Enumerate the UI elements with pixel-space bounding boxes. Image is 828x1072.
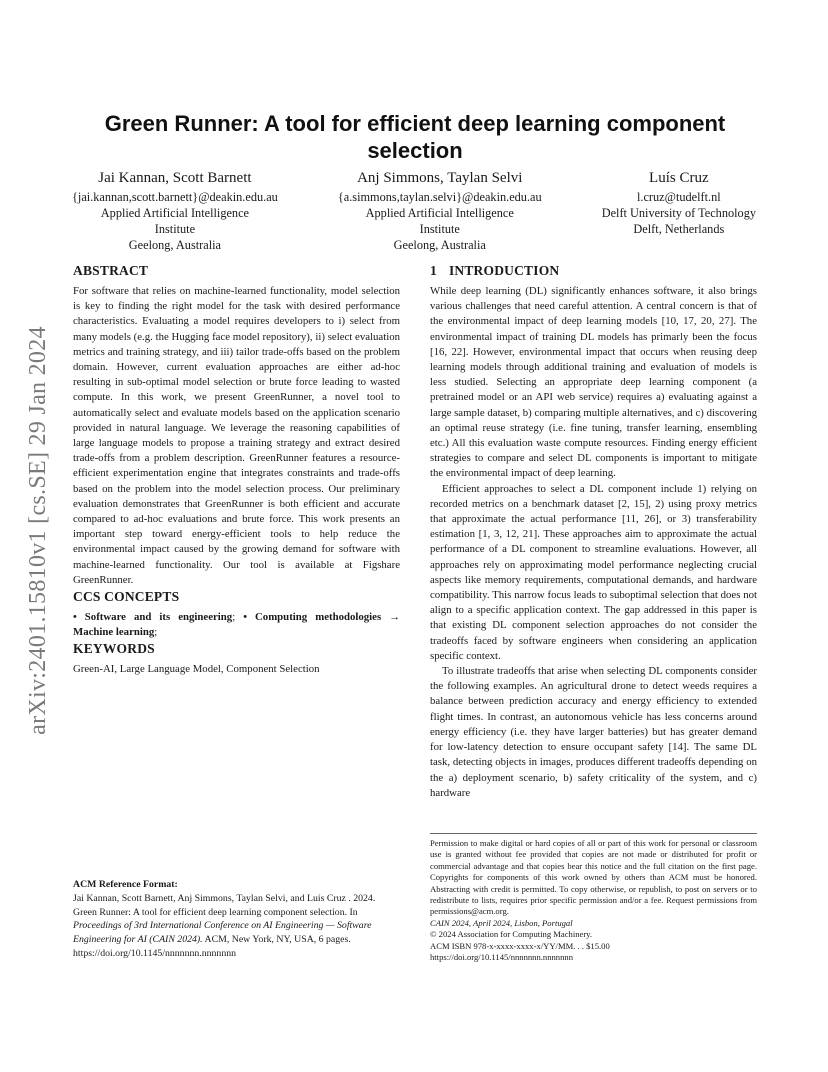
author-names: Luís Cruz — [649, 170, 709, 186]
author-location: Geelong, Australia — [393, 238, 486, 252]
abstract-text: For software that relies on machine-learned functionality, model selection is key to finding the right model for the task with desired performance characteristics. Evaluating a model requires developers to i) select from many models (e.g. the Hugging face model repository), ii) select evaluation metrics and training strategy, and iii) tailor trade-offs based on the problem domain. However, current evaluation approaches are either ad-hoc resulting in sub-optimal model selection or brute force leading to wasted compute. In this work, we present GreenRunner, a novel tool to automatically select and evaluate models based on the application scenario provided in natural language. We leverage the reasoning capabilities of large language models to propose a training strategy and extract desired trade-offs from a problem description. GreenRunner features a resource-efficient experimentation engine that integrates constraints and trade-offs based on the problem into the model selection process. Our preliminary evaluation demonstrates that GreenRunner is both efficient and accurate compared to ad-hoc evaluations and brute force. This work presents an important step toward energy-efficient tools to help reduce the environmental impact caused by the growing demand for software with machine-learned functionality. Our tool is available at Figshare GreenRunner. — [73, 285, 400, 586]
conference-line: CAIN 2024, April 2024, Lisbon, Portugal — [430, 917, 573, 928]
ccs-concepts-heading: CCS CONCEPTS — [73, 589, 180, 605]
author-email: {a.simmons,taylan.selvi}@deakin.edu.au — [337, 190, 542, 204]
introduction-heading — [430, 262, 757, 280]
keywords-text: Green-AI, Large Language Model, Component Selection — [73, 663, 320, 676]
author-affiliation: Applied Artificial Intelligence — [100, 206, 249, 220]
section-number: 1 — [430, 263, 437, 278]
section-title: INTRODUCTION — [448, 263, 560, 278]
acm-reference-publisher: ACM, New York, NY, USA, 6 pages. https://doi.org/10.1145/nnnnnnn.nnnnnnn — [73, 934, 351, 959]
keywords-heading: KEYWORDS — [73, 641, 155, 657]
paper-title: Green Runner: A tool for efficient deep learning component selection — [104, 111, 726, 163]
doi-line: https://doi.org/10.1145/nnnnnnn.nnnnnnn — [430, 952, 573, 963]
arxiv-identifier-stamp — [18, 295, 58, 765]
copyright-footnote — [430, 833, 757, 963]
author-affiliation: Applied Artificial Intelligence — [365, 206, 514, 220]
copyright-line: © 2024 Association for Computing Machinery. — [430, 929, 593, 940]
author-location: Geelong, Australia — [128, 238, 221, 252]
author-affiliation: Institute — [154, 222, 196, 236]
abstract-heading: ABSTRACT — [73, 263, 149, 278]
author-affiliation: Institute — [419, 222, 460, 236]
intro-paragraph-3: To illustrate tradeoffs that arise when selecting DL components consider the following examples. An agricultural drone to detect weeds requires a balance between prediction accuracy and energy efficiency to extended flight times. In contrast, an autonomous vehicle has less concerns around energy efficiency (i.e. they have larger batteries) but has greater demand for low-latency detection to ensure occupant safety [14]. The same DL task, detecting objects in images, produces different tradeoffs depending on the a) deployment scenario, b) safety criticality of the system, and c) hardware — [430, 665, 757, 799]
permission-notice: Permission to make digital or hard copies of all or part of this work for personal or classroom use is granted without fee provided that copies are not made or distributed for profit or commercial advantage and that copies bear this notice and the full citation on the first page. Copyrights for components of this work owned by others than ACM must be honored. Abstracting with credit is permitted. To copy otherwise, or republish, to post on servers or to redistribute to lists, requires prior specific permission and/or a fee. Request permissions from permissions@acm.org. — [430, 838, 757, 917]
acm-reference-authors: Jai Kannan, Scott Barnett, Anj Simmons, Taylan Selvi, and Luís Cruz . 2024. Green Runner: A tool for efficient deep learning component selection. In — [73, 892, 376, 918]
author-affiliation: Delft University of Technology — [601, 206, 756, 220]
right-column — [430, 262, 757, 801]
ccs-concept-1: • Software and its engineering — [73, 611, 233, 624]
author-location: Delft, Netherlands — [633, 222, 725, 236]
left-column — [73, 262, 400, 678]
author-names: Anj Simmons, Taylan Selvi — [357, 170, 523, 186]
intro-paragraph-1: While deep learning (DL) significantly enhances software, it also brings various challenges that need careful attention. A central concern is that of the environmental impact of deep learning models [10, 17, 20, 27]. The environmental impact of training DL models has primarly been the focus [16, 22]. However, environmental impact that occurs when reusing deep learning models through additional training and evaluation of models is less studied. Selecting an appropriate deep learning component (a pretrained model or an API web service) requires a) evaluating against a large sample dataset, b) comparing multiple alternatives, and c) discovering an optimal reuse strategy (i.e. fine tuning, transfer learning, ensembling etc.) All this evaluation waste compute resources. Finding energy efficient strategies to compare and select DL components is important to mitigate the environmental impact of deep learning. — [430, 285, 757, 480]
isbn-line: ACM ISBN 978-x-xxxx-xxxx-x/YY/MM. . . $15.00 — [430, 940, 610, 951]
acm-reference-heading: ACM Reference Format: — [73, 879, 178, 890]
acm-reference-text — [73, 892, 400, 961]
author-group-1 — [72, 168, 278, 253]
author-block — [72, 168, 756, 253]
acm-reference-venue: Proceedings of 3rd International Conference on AI Engineering — Software Engineering for AI (CAIN 2024). — [73, 920, 372, 946]
ccs-end: ; — [154, 626, 158, 639]
author-email: {jai.kannan,scott.barnett}@deakin.edu.au — [72, 190, 278, 204]
intro-paragraph-2: Efficient approaches to select a DL component include 1) relying on recorded metrics on a benchmark dataset [2, 15], 2) using proxy metrics that approximate the actual performance [11, 26], or 3) transferability estimation [1, 3, 12, 21]. These approaches aim to approximate the actual performance of a DL component to streamline evaluations. However, all approaches rely on approximating model performance neglecting crucial aspects like memory requirements, computational demands, and hardware compatibility. This narrow focus leads to suboptimal selection that does not align to a specific application context. The gap addressed in this paper is that existing DL component selection approaches do not consider the tradeoffs faced by software engineers when considering an application specific context. — [430, 482, 757, 662]
acm-reference-format — [73, 878, 400, 961]
ccs-separator: ; — [232, 611, 244, 624]
author-group-2 — [338, 168, 542, 253]
author-group-3 — [602, 168, 756, 253]
ccs-concept-2: • Computing methodologies → Machine learning — [73, 611, 400, 639]
arxiv-identifier-text: arXiv:2401.15810v1 [cs.SE] 29 Jan 2024 — [24, 325, 51, 735]
author-names: Jai Kannan, Scott Barnett — [98, 170, 252, 186]
ccs-concepts-text — [73, 610, 400, 640]
author-email: l.cruz@tudelft.nl — [636, 190, 721, 204]
